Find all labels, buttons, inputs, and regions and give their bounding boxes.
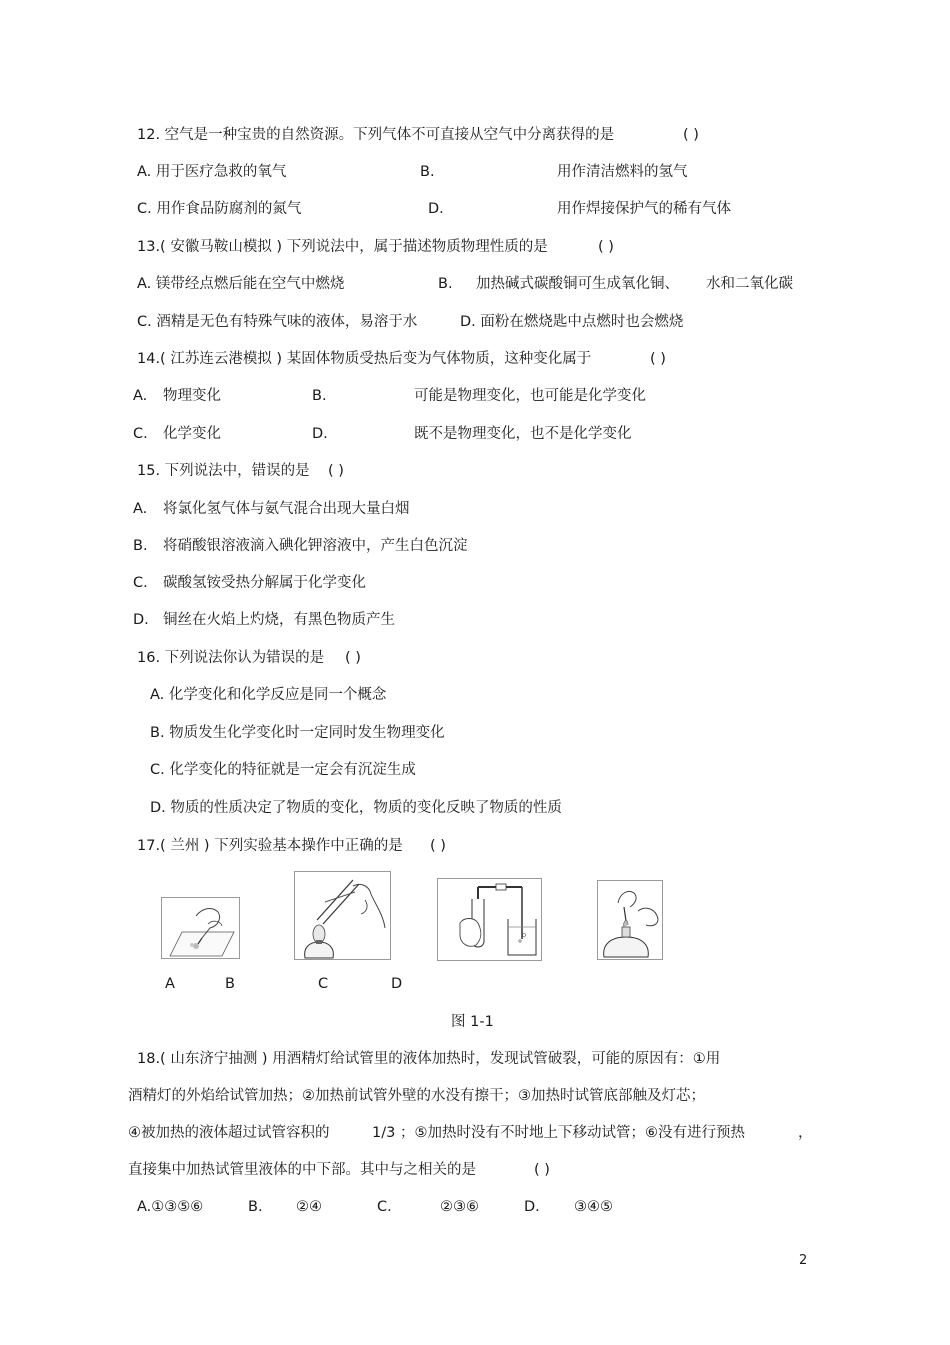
figure-label-d: D [391,976,403,992]
q12-option-a: A. 用于医疗急救的氧气 [137,164,287,180]
q14-option-b-letter: B. [312,388,327,404]
q15-option-b-text: 将硝酸银溶液滴入碘化钾溶液中，产生白色沉淀 [163,538,468,554]
q15-option-c-letter: C. [133,575,148,591]
q15-option-b-letter: B. [133,538,148,554]
q12-option-d-letter: D. [428,201,444,217]
q12-option-b-letter: B. [420,164,435,180]
q13-option-a: A. 镁带经点燃后能在空气中燃烧 [137,276,345,292]
figure-caption: 图 1-1 [451,1014,494,1030]
q12-option-b-text: 用作清洁燃料的氢气 [557,164,688,180]
q14-option-c-letter: C. [133,426,148,442]
q16-stem: 16. 下列说法你认为错误的是 [137,650,325,666]
q12-option-c: C. 用作食品防腐剂的氮气 [137,201,302,217]
q14-option-a-text: 物理变化 [163,388,221,404]
q12-answer-paren: ( ) [683,127,699,143]
q15-answer-paren: ( ) [328,463,344,479]
figure-label-c: C [318,976,329,992]
q13-answer-paren: ( ) [598,239,614,255]
q14-stem: 14.( 江苏连云港模拟 ) 某固体物质受热后变为气体物质，这种变化属于 [137,351,592,367]
q14-option-d-text: 既不是物理变化，也不是化学变化 [414,426,632,442]
q16-option-b: B. 物质发生化学变化时一定同时发生物理变化 [150,725,445,741]
q16-option-d: D. 物质的性质决定了物质的变化，物质的变化反映了物质的性质 [150,800,562,816]
q13-option-c: C. 酒精是无色有特殊气味的液体，易溶于水 [137,314,418,330]
q13-option-b-letter: B. [438,276,453,292]
figure-d-image [597,880,663,960]
q15-option-d-text: 铜丝在火焰上灼烧，有黑色物质产生 [163,612,395,628]
q12-option-d-text: 用作焊接保护气的稀有气体 [557,201,731,217]
figure-a-image [161,897,240,959]
q17-stem: 17.( 兰州 ) 下列实验基本操作中正确的是 [137,838,403,854]
q13-stem: 13.( 安徽马鞍山模拟 ) 下列说法中，属于描述物质物理性质的是 [137,239,548,255]
q12-stem: 12. 空气是一种宝贵的自然资源。下列气体不可直接从空气中分离获得的是 [137,127,615,143]
q13-option-b-text-cont: 水和二氧化碳 [706,276,793,292]
q15-stem: 15. 下列说法中，错误的是 [137,463,310,479]
q13-option-d: D. 面粉在燃烧匙中点燃时也会燃烧 [460,314,684,330]
q15-option-d-letter: D. [133,612,149,628]
figure-c-image [437,878,542,961]
q18-stem-line3a: ④被加热的液体超过试管容积的 [128,1125,330,1141]
q16-answer-paren: ( ) [345,650,361,666]
q18-stem-line2: 酒精灯的外焰给试管加热；②加热前试管外壁的水没有擦干；③加热时试管底部触及灯芯； [128,1088,705,1104]
q15-option-a-letter: A. [133,501,148,517]
q18-answer-paren: ( ) [534,1162,550,1178]
q14-option-a-letter: A. [133,388,148,404]
q18-stem-line3c: ， [798,1125,813,1141]
q14-option-b-text: 可能是物理变化，也可能是化学变化 [414,388,646,404]
q14-answer-paren: ( ) [650,351,666,367]
q15-option-c-text: 碳酸氢铵受热分解属于化学变化 [163,575,366,591]
q17-answer-paren: ( ) [430,838,446,854]
q15-option-a-text: 将氯化氢气体与氨气混合出现大量白烟 [163,501,410,517]
q18-option-d-text: ③④⑤ [574,1199,613,1215]
q18-option-b-text: ②④ [296,1199,322,1215]
figure-label-a: A [165,976,175,992]
q18-option-d-letter: D. [524,1199,540,1215]
q18-option-c-letter: C. [377,1199,392,1215]
q16-option-a: A. 化学变化和化学反应是同一个概念 [150,687,387,703]
q18-stem-line1: 18.( 山东济宁抽测 ) 用酒精灯给试管里的液体加热时，发现试管破裂，可能的原因有：①用 [137,1051,721,1067]
q18-option-c-text: ②③⑥ [440,1199,479,1215]
q18-stem-line3b: 1/3 ；⑤加热时没有不时地上下移动试管；⑥没有进行预热 [372,1125,745,1141]
q18-option-b-letter: B. [248,1199,263,1215]
q14-option-d-letter: D. [312,426,328,442]
figure-b-image [294,871,391,960]
page-number: 2 [799,1253,808,1268]
figure-label-b: B [225,976,235,992]
q13-option-b-text: 加热碱式碳酸铜可生成氧化铜、 [476,276,679,292]
q18-option-a: A.①③⑤⑥ [137,1199,204,1215]
q18-stem-line4: 直接集中加热试管里液体的中下部。其中与之相关的是 [128,1162,476,1178]
q16-option-c: C. 化学变化的特征就是一定会有沉淀生成 [150,762,416,778]
q14-option-c-text: 化学变化 [163,426,221,442]
